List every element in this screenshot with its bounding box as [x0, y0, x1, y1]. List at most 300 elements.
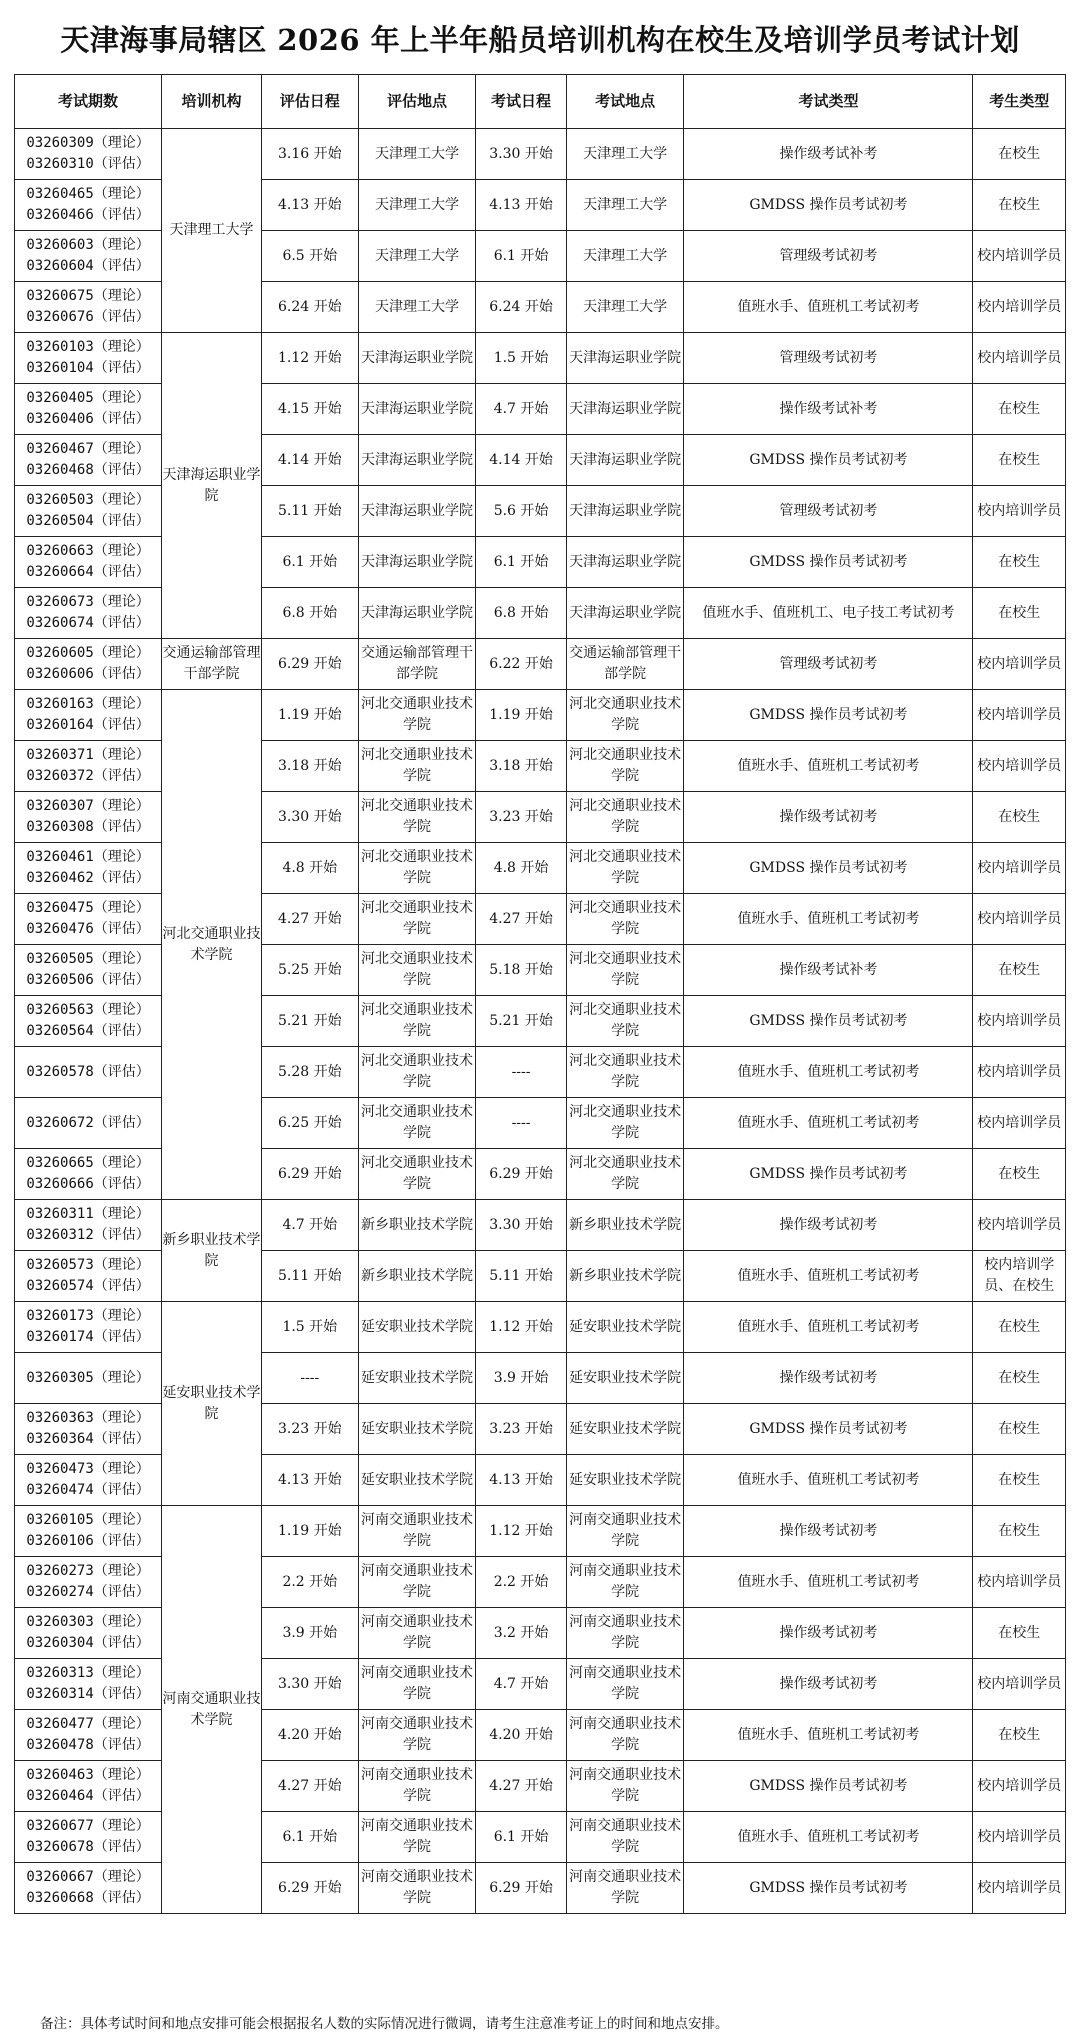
header-row	[15, 75, 1066, 129]
eval-date-cell: 3.16 开始	[261, 129, 358, 180]
candidate-type-cell: 校内培训学员	[973, 690, 1066, 741]
period-number: 03260673（理论）	[26, 594, 150, 610]
eval-place-cell: 天津海运职业学院	[358, 435, 476, 486]
eval-place-cell: 新乡职业技术学院	[358, 1251, 476, 1302]
exam-place-cell: 河南交通职业技术学院	[566, 1506, 684, 1557]
eval-place-cell: 延安职业技术学院	[358, 1404, 476, 1455]
period-cell	[15, 282, 162, 333]
exam-date-cell: 2.2 开始	[476, 1557, 566, 1608]
exam-place-cell: 河北交通职业技术学院	[566, 1098, 684, 1149]
period-number: 03260478（评估）	[26, 1737, 150, 1753]
exam-place-cell: 天津海运职业学院	[566, 333, 684, 384]
exam-type-cell: GMDSS 操作员考试初考	[684, 1149, 973, 1200]
exam-type-cell: 值班水手、值班机工考试初考	[684, 1302, 973, 1353]
candidate-type-cell: 在校生	[973, 588, 1066, 639]
exam-place-cell: 河北交通职业技术学院	[566, 996, 684, 1047]
candidate-type-cell: 校内培训学员	[973, 1761, 1066, 1812]
period-number: 03260668（评估）	[26, 1890, 150, 1906]
eval-date-cell: 6.29 开始	[261, 1863, 358, 1914]
exam-type-cell: 值班水手、值班机工考试初考	[684, 1251, 973, 1302]
eval-date-cell: 3.30 开始	[261, 792, 358, 843]
exam-place-cell: 河南交通职业技术学院	[566, 1812, 684, 1863]
exam-date-cell: 4.13 开始	[476, 180, 566, 231]
table-row	[15, 1506, 1066, 1557]
exam-date-cell: ----	[476, 1047, 566, 1098]
period-number: 03260163（理论）	[26, 696, 150, 712]
period-number: 03260465（理论）	[26, 186, 150, 202]
exam-date-cell: 6.29 开始	[476, 1863, 566, 1914]
institution-cell: 天津海运职业学院	[162, 333, 262, 639]
period-number: 03260274（评估）	[26, 1584, 150, 1600]
eval-place-cell: 天津海运职业学院	[358, 588, 476, 639]
eval-date-cell: 5.11 开始	[261, 486, 358, 537]
exam-place-cell: 河北交通职业技术学院	[566, 894, 684, 945]
header-exam-type: 考试类型	[684, 75, 973, 129]
exam-type-cell: 操作级考试初考	[684, 1506, 973, 1557]
table-row	[15, 129, 1066, 180]
exam-date-cell: 3.18 开始	[476, 741, 566, 792]
period-number: 03260463（理论）	[26, 1767, 150, 1783]
period-number: 03260104（评估）	[26, 360, 150, 376]
period-cell	[15, 1608, 162, 1659]
candidate-type-cell: 校内培训学员	[973, 996, 1066, 1047]
period-number: 03260406（评估）	[26, 411, 150, 427]
eval-place-cell: 延安职业技术学院	[358, 1455, 476, 1506]
period-cell	[15, 180, 162, 231]
exam-place-cell: 延安职业技术学院	[566, 1404, 684, 1455]
exam-type-cell: 值班水手、值班机工考试初考	[684, 1557, 973, 1608]
period-number: 03260462（评估）	[26, 870, 150, 886]
period-number: 03260475（理论）	[26, 900, 150, 916]
candidate-type-cell: 校内培训学员	[973, 741, 1066, 792]
exam-type-cell: 操作级考试初考	[684, 1659, 973, 1710]
eval-place-cell: 天津理工大学	[358, 129, 476, 180]
period-number: 03260574（评估）	[26, 1278, 150, 1294]
period-number: 03260173（理论）	[26, 1308, 150, 1324]
eval-date-cell: 6.1 开始	[261, 1812, 358, 1863]
exam-place-cell: 天津理工大学	[566, 231, 684, 282]
exam-type-cell: 管理级考试初考	[684, 333, 973, 384]
period-cell	[15, 1251, 162, 1302]
table-body	[15, 129, 1066, 1914]
period-number: 03260468（评估）	[26, 462, 150, 478]
eval-date-cell: 4.13 开始	[261, 1455, 358, 1506]
period-number: 03260307（理论）	[26, 798, 150, 814]
eval-date-cell: 4.7 开始	[261, 1200, 358, 1251]
table-row	[15, 1200, 1066, 1251]
exam-place-cell: 天津理工大学	[566, 282, 684, 333]
exam-date-cell: 3.23 开始	[476, 792, 566, 843]
exam-type-cell: 值班水手、值班机工考试初考	[684, 1098, 973, 1149]
candidate-type-cell: 在校生	[973, 1302, 1066, 1353]
period-cell	[15, 1455, 162, 1506]
exam-type-cell: 操作级考试初考	[684, 792, 973, 843]
eval-place-cell: 天津理工大学	[358, 180, 476, 231]
exam-place-cell: 河南交通职业技术学院	[566, 1710, 684, 1761]
exam-place-cell: 河北交通职业技术学院	[566, 843, 684, 894]
period-number: 03260564（评估）	[26, 1023, 150, 1039]
eval-place-cell: 交通运输部管理干部学院	[358, 639, 476, 690]
period-number: 03260311（理论）	[26, 1206, 150, 1222]
period-number: 03260106（评估）	[26, 1533, 150, 1549]
exam-place-cell: 天津理工大学	[566, 129, 684, 180]
exam-type-cell: GMDSS 操作员考试初考	[684, 435, 973, 486]
candidate-type-cell: 校内培训学员	[973, 333, 1066, 384]
exam-place-cell: 天津海运职业学院	[566, 435, 684, 486]
exam-type-cell: 值班水手、值班机工考试初考	[684, 1455, 973, 1506]
eval-date-cell: ----	[261, 1353, 358, 1404]
exam-place-cell: 河北交通职业技术学院	[566, 945, 684, 996]
eval-place-cell: 河北交通职业技术学院	[358, 690, 476, 741]
candidate-type-cell: 校内培训学员	[973, 1659, 1066, 1710]
eval-date-cell: 6.24 开始	[261, 282, 358, 333]
eval-place-cell: 天津海运职业学院	[358, 384, 476, 435]
period-number: 03260304（评估）	[26, 1635, 150, 1651]
period-number: 03260506（评估）	[26, 972, 150, 988]
period-number: 03260174（评估）	[26, 1329, 150, 1345]
eval-place-cell: 河北交通职业技术学院	[358, 1149, 476, 1200]
exam-place-cell: 交通运输部管理干部学院	[566, 639, 684, 690]
exam-type-cell: GMDSS 操作员考试初考	[684, 996, 973, 1047]
eval-date-cell: 6.5 开始	[261, 231, 358, 282]
period-cell	[15, 1098, 162, 1149]
exam-type-cell: GMDSS 操作员考试初考	[684, 1863, 973, 1914]
institution-cell: 交通运输部管理干部学院	[162, 639, 262, 690]
candidate-type-cell: 校内培训学员	[973, 1863, 1066, 1914]
exam-date-cell: 4.27 开始	[476, 1761, 566, 1812]
exam-type-cell: 操作级考试初考	[684, 1353, 973, 1404]
candidate-type-cell: 在校生	[973, 1608, 1066, 1659]
period-number: 03260405（理论）	[26, 390, 150, 406]
eval-place-cell: 河北交通职业技术学院	[358, 1047, 476, 1098]
eval-place-cell: 河南交通职业技术学院	[358, 1761, 476, 1812]
exam-type-cell: GMDSS 操作员考试初考	[684, 690, 973, 741]
candidate-type-cell: 校内培训学员	[973, 894, 1066, 945]
period-number: 03260675（理论）	[26, 288, 150, 304]
exam-type-cell: 值班水手、值班机工考试初考	[684, 1047, 973, 1098]
period-number: 03260314（评估）	[26, 1686, 150, 1702]
period-number: 03260603（理论）	[26, 237, 150, 253]
candidate-type-cell: 校内培训学员	[973, 1200, 1066, 1251]
candidate-type-cell: 校内培训学员	[973, 1557, 1066, 1608]
period-number: 03260665（理论）	[26, 1155, 150, 1171]
period-number: 03260303（理论）	[26, 1614, 150, 1630]
exam-date-cell: 6.1 开始	[476, 537, 566, 588]
eval-date-cell: 3.23 开始	[261, 1404, 358, 1455]
eval-place-cell: 河南交通职业技术学院	[358, 1863, 476, 1914]
period-number: 03260666（评估）	[26, 1176, 150, 1192]
exam-place-cell: 河北交通职业技术学院	[566, 741, 684, 792]
table-row	[15, 690, 1066, 741]
exam-schedule-table	[14, 74, 1066, 1914]
header-exam-place: 考试地点	[566, 75, 684, 129]
period-number: 03260363（理论）	[26, 1410, 150, 1426]
exam-date-cell: 4.27 开始	[476, 894, 566, 945]
period-cell	[15, 1149, 162, 1200]
exam-place-cell: 天津海运职业学院	[566, 486, 684, 537]
exam-date-cell: 4.7 开始	[476, 384, 566, 435]
exam-type-cell: GMDSS 操作员考试初考	[684, 537, 973, 588]
period-number: 03260313（理论）	[26, 1665, 150, 1681]
period-number: 03260606（评估）	[26, 666, 150, 682]
exam-date-cell: 4.8 开始	[476, 843, 566, 894]
table-row	[15, 333, 1066, 384]
eval-place-cell: 天津理工大学	[358, 282, 476, 333]
eval-place-cell: 延安职业技术学院	[358, 1302, 476, 1353]
exam-place-cell: 天津海运职业学院	[566, 384, 684, 435]
period-number: 03260312（评估）	[26, 1227, 150, 1243]
period-number: 03260563（理论）	[26, 1002, 150, 1018]
exam-place-cell: 河北交通职业技术学院	[566, 1047, 684, 1098]
eval-date-cell: 6.25 开始	[261, 1098, 358, 1149]
period-cell	[15, 129, 162, 180]
period-number: 03260678（评估）	[26, 1839, 150, 1855]
exam-date-cell: 5.6 开始	[476, 486, 566, 537]
period-number: 03260504（评估）	[26, 513, 150, 529]
period-number: 03260473（理论）	[26, 1461, 150, 1477]
eval-date-cell: 6.29 开始	[261, 639, 358, 690]
period-cell	[15, 588, 162, 639]
exam-type-cell: 管理级考试初考	[684, 231, 973, 282]
candidate-type-cell: 校内培训学员、在校生	[973, 1251, 1066, 1302]
eval-date-cell: 4.27 开始	[261, 1761, 358, 1812]
exam-place-cell: 延安职业技术学院	[566, 1353, 684, 1404]
exam-place-cell: 天津海运职业学院	[566, 537, 684, 588]
eval-place-cell: 河北交通职业技术学院	[358, 945, 476, 996]
period-number: 03260164（评估）	[26, 717, 150, 733]
period-cell	[15, 231, 162, 282]
eval-place-cell: 河北交通职业技术学院	[358, 1098, 476, 1149]
eval-place-cell: 河北交通职业技术学院	[358, 894, 476, 945]
eval-place-cell: 新乡职业技术学院	[358, 1200, 476, 1251]
eval-place-cell: 河南交通职业技术学院	[358, 1659, 476, 1710]
eval-date-cell: 5.11 开始	[261, 1251, 358, 1302]
exam-place-cell: 延安职业技术学院	[566, 1455, 684, 1506]
eval-place-cell: 河南交通职业技术学院	[358, 1506, 476, 1557]
exam-place-cell: 河北交通职业技术学院	[566, 1149, 684, 1200]
period-number: 03260464（评估）	[26, 1788, 150, 1804]
candidate-type-cell: 在校生	[973, 1149, 1066, 1200]
period-cell	[15, 1302, 162, 1353]
exam-date-cell: 3.2 开始	[476, 1608, 566, 1659]
period-cell	[15, 1200, 162, 1251]
exam-place-cell: 河南交通职业技术学院	[566, 1761, 684, 1812]
candidate-type-cell: 校内培训学员	[973, 1047, 1066, 1098]
header-eval-place: 评估地点	[358, 75, 476, 129]
exam-date-cell: 6.8 开始	[476, 588, 566, 639]
table-row	[15, 1302, 1066, 1353]
eval-place-cell: 天津海运职业学院	[358, 486, 476, 537]
candidate-type-cell: 校内培训学员	[973, 639, 1066, 690]
period-number: 03260103（理论）	[26, 339, 150, 355]
candidate-type-cell: 在校生	[973, 129, 1066, 180]
eval-place-cell: 河南交通职业技术学院	[358, 1557, 476, 1608]
period-cell	[15, 843, 162, 894]
exam-type-cell: 操作级考试初考	[684, 1200, 973, 1251]
eval-date-cell: 4.15 开始	[261, 384, 358, 435]
eval-date-cell: 4.13 开始	[261, 180, 358, 231]
candidate-type-cell: 校内培训学员	[973, 843, 1066, 894]
exam-date-cell: 3.9 开始	[476, 1353, 566, 1404]
period-cell	[15, 435, 162, 486]
candidate-type-cell: 校内培训学员	[973, 231, 1066, 282]
exam-type-cell: 值班水手、值班机工考试初考	[684, 1812, 973, 1863]
period-number: 03260467（理论）	[26, 441, 150, 457]
exam-date-cell: 5.18 开始	[476, 945, 566, 996]
period-cell	[15, 1659, 162, 1710]
exam-date-cell: 4.13 开始	[476, 1455, 566, 1506]
period-cell	[15, 792, 162, 843]
period-cell	[15, 996, 162, 1047]
eval-date-cell: 2.2 开始	[261, 1557, 358, 1608]
exam-date-cell: 1.12 开始	[476, 1302, 566, 1353]
exam-place-cell: 河南交通职业技术学院	[566, 1659, 684, 1710]
period-number: 03260573（理论）	[26, 1257, 150, 1273]
period-number: 03260477（理论）	[26, 1716, 150, 1732]
candidate-type-cell: 在校生	[973, 1506, 1066, 1557]
eval-place-cell: 天津海运职业学院	[358, 333, 476, 384]
period-number: 03260667（理论）	[26, 1869, 150, 1885]
eval-date-cell: 1.5 开始	[261, 1302, 358, 1353]
period-number: 03260676（评估）	[26, 309, 150, 325]
eval-date-cell: 6.1 开始	[261, 537, 358, 588]
eval-place-cell: 天津理工大学	[358, 231, 476, 282]
candidate-type-cell: 在校生	[973, 792, 1066, 843]
eval-place-cell: 河南交通职业技术学院	[358, 1710, 476, 1761]
header-institution: 培训机构	[162, 75, 262, 129]
exam-date-cell: 6.29 开始	[476, 1149, 566, 1200]
period-cell	[15, 537, 162, 588]
period-cell	[15, 333, 162, 384]
candidate-type-cell: 在校生	[973, 180, 1066, 231]
exam-date-cell: 3.23 开始	[476, 1404, 566, 1455]
period-number: 03260273（理论）	[26, 1563, 150, 1579]
period-cell	[15, 1710, 162, 1761]
exam-date-cell: 3.30 开始	[476, 129, 566, 180]
eval-date-cell: 1.19 开始	[261, 1506, 358, 1557]
institution-cell: 天津理工大学	[162, 129, 262, 333]
exam-place-cell: 新乡职业技术学院	[566, 1200, 684, 1251]
eval-date-cell: 1.12 开始	[261, 333, 358, 384]
period-number: 03260604（评估）	[26, 258, 150, 274]
period-number: 03260308（评估）	[26, 819, 150, 835]
exam-date-cell: 1.19 开始	[476, 690, 566, 741]
period-number: 03260466（评估）	[26, 207, 150, 223]
footnote: 备注：具体考试时间和地点安排可能会根据报名人数的实际情况进行微调，请考生注意准考证上的时间和地点安排。	[40, 2016, 729, 2032]
exam-date-cell: 6.24 开始	[476, 282, 566, 333]
exam-place-cell: 天津理工大学	[566, 180, 684, 231]
eval-date-cell: 3.18 开始	[261, 741, 358, 792]
exam-type-cell: 操作级考试补考	[684, 945, 973, 996]
period-cell	[15, 1047, 162, 1098]
period-number: 03260672（评估）	[26, 1114, 150, 1131]
period-number: 03260364（评估）	[26, 1431, 150, 1447]
period-number: 03260505（理论）	[26, 951, 150, 967]
exam-date-cell: 4.20 开始	[476, 1710, 566, 1761]
eval-date-cell: 4.8 开始	[261, 843, 358, 894]
period-number: 03260105（理论）	[26, 1512, 150, 1528]
exam-place-cell: 新乡职业技术学院	[566, 1251, 684, 1302]
exam-place-cell: 河北交通职业技术学院	[566, 792, 684, 843]
period-number: 03260310（评估）	[26, 156, 150, 172]
exam-type-cell: GMDSS 操作员考试初考	[684, 1404, 973, 1455]
eval-date-cell: 5.28 开始	[261, 1047, 358, 1098]
exam-date-cell: 6.1 开始	[476, 231, 566, 282]
period-number: 03260372（评估）	[26, 768, 150, 784]
eval-date-cell: 6.8 开始	[261, 588, 358, 639]
period-number: 03260305（理论）	[26, 1369, 150, 1386]
exam-type-cell: 管理级考试初考	[684, 639, 973, 690]
candidate-type-cell: 在校生	[973, 1455, 1066, 1506]
header-eval-date: 评估日程	[261, 75, 358, 129]
candidate-type-cell: 校内培训学员	[973, 282, 1066, 333]
exam-place-cell: 河南交通职业技术学院	[566, 1608, 684, 1659]
header-candidate-type: 考生类型	[973, 75, 1066, 129]
exam-type-cell: 值班水手、值班机工考试初考	[684, 894, 973, 945]
period-cell	[15, 690, 162, 741]
period-number: 03260605（理论）	[26, 645, 150, 661]
exam-place-cell: 天津海运职业学院	[566, 588, 684, 639]
eval-date-cell: 5.25 开始	[261, 945, 358, 996]
exam-type-cell: 管理级考试初考	[684, 486, 973, 537]
exam-place-cell: 河南交通职业技术学院	[566, 1557, 684, 1608]
institution-cell: 延安职业技术学院	[162, 1302, 262, 1506]
eval-place-cell: 河南交通职业技术学院	[358, 1608, 476, 1659]
exam-date-cell: ----	[476, 1098, 566, 1149]
exam-date-cell: 6.1 开始	[476, 1812, 566, 1863]
candidate-type-cell: 在校生	[973, 945, 1066, 996]
eval-place-cell: 天津海运职业学院	[358, 537, 476, 588]
period-cell	[15, 1557, 162, 1608]
period-number: 03260474（评估）	[26, 1482, 150, 1498]
exam-place-cell: 延安职业技术学院	[566, 1302, 684, 1353]
exam-type-cell: 操作级考试初考	[684, 1608, 973, 1659]
period-cell	[15, 639, 162, 690]
period-number: 03260578（评估）	[26, 1063, 150, 1080]
period-number: 03260503（理论）	[26, 492, 150, 508]
eval-place-cell: 延安职业技术学院	[358, 1353, 476, 1404]
exam-type-cell: 操作级考试补考	[684, 129, 973, 180]
header-period: 考试期数	[15, 75, 162, 129]
eval-place-cell: 河南交通职业技术学院	[358, 1812, 476, 1863]
period-cell	[15, 741, 162, 792]
eval-place-cell: 河北交通职业技术学院	[358, 996, 476, 1047]
exam-type-cell: 操作级考试补考	[684, 384, 973, 435]
period-cell	[15, 1812, 162, 1863]
period-cell	[15, 1404, 162, 1455]
exam-date-cell: 6.22 开始	[476, 639, 566, 690]
period-cell	[15, 1353, 162, 1404]
period-number: 03260664（评估）	[26, 564, 150, 580]
candidate-type-cell: 校内培训学员	[973, 1098, 1066, 1149]
period-cell	[15, 1761, 162, 1812]
exam-type-cell: 值班水手、值班机工考试初考	[684, 282, 973, 333]
eval-date-cell: 3.30 开始	[261, 1659, 358, 1710]
eval-date-cell: 5.21 开始	[261, 996, 358, 1047]
period-cell	[15, 945, 162, 996]
candidate-type-cell: 校内培训学员	[973, 486, 1066, 537]
period-cell	[15, 1506, 162, 1557]
page-title: 天津海事局辖区 2026 年上半年船员培训机构在校生及培训学员考试计划	[60, 23, 1020, 57]
exam-date-cell: 4.14 开始	[476, 435, 566, 486]
institution-cell: 河南交通职业技术学院	[162, 1506, 262, 1914]
period-cell	[15, 384, 162, 435]
exam-type-cell: 值班水手、值班机工考试初考	[684, 741, 973, 792]
candidate-type-cell: 在校生	[973, 1404, 1066, 1455]
candidate-type-cell: 在校生	[973, 435, 1066, 486]
period-cell	[15, 894, 162, 945]
period-number: 03260476（评估）	[26, 921, 150, 937]
